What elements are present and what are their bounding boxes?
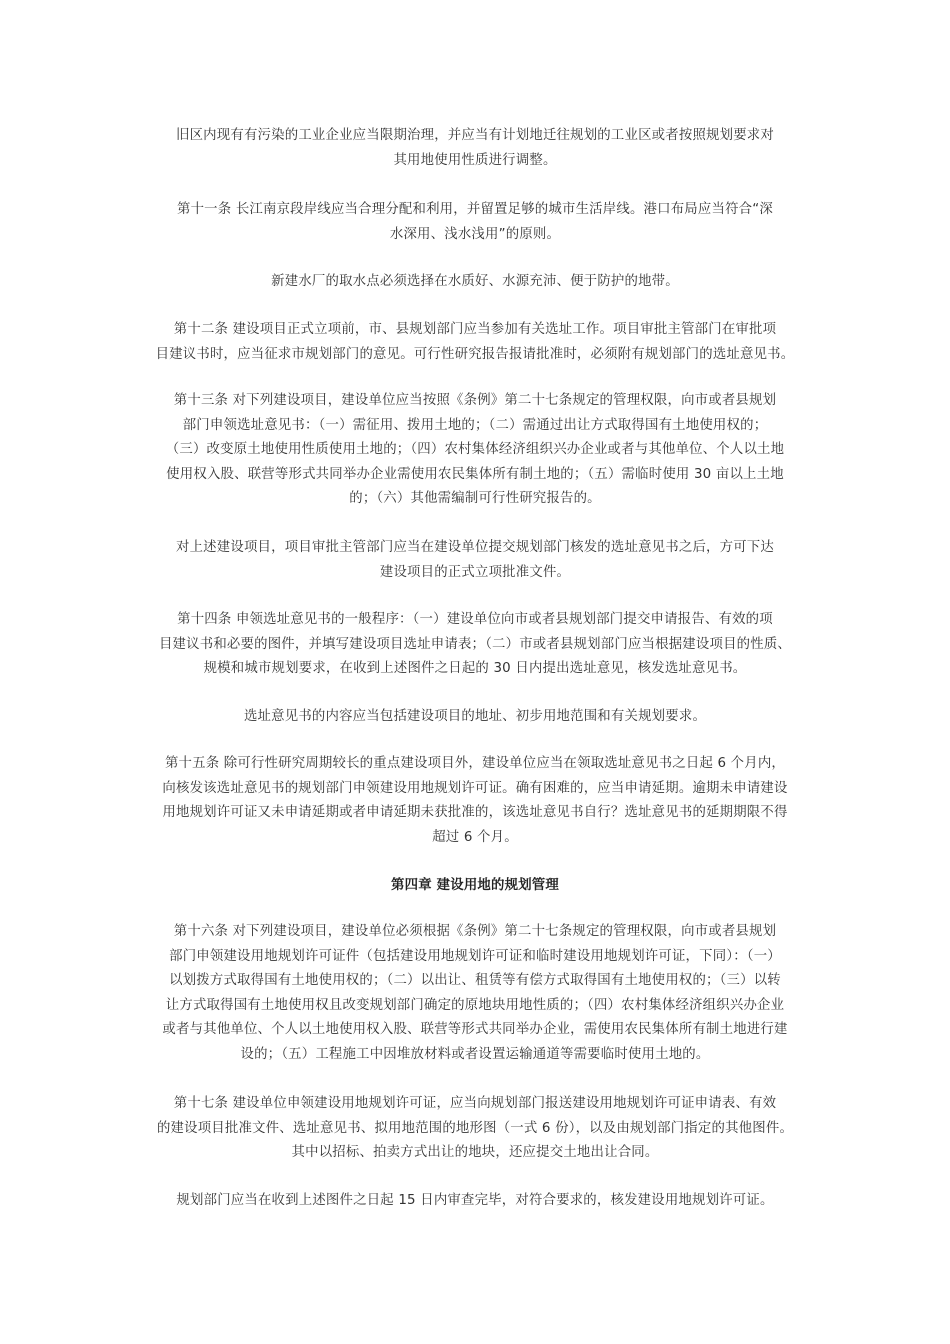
text-line: 新建水厂的取水点必须选择在水质好、水源充沛、便于防护的地带。 bbox=[271, 274, 679, 289]
text-line: 部门申领选址意见书：（一）需征用、拨用土地的；（二）需通过出让方式取得国有土地使用权的； bbox=[182, 417, 768, 433]
text-line: 第十三条 对下列建设项目，建设单位应当按照《条例》第二十七条规定的管理权限，向市或者县规划 bbox=[173, 393, 777, 408]
text-line: 第十四条 申领选址意见书的一般程序：（一）建设单位向市或者县规划部门提交申请报告、有效的项 bbox=[177, 612, 773, 627]
paragraph-review-period bbox=[140, 1189, 810, 1214]
text-line: 的；（六）其他需编制可行性研究报告的。 bbox=[349, 491, 601, 506]
chapter-title: 第四章 建设用地的规划管理 bbox=[391, 878, 559, 893]
text-line: 水深用、浅水浅用”的原则。 bbox=[389, 226, 561, 242]
text-line: （三）改变原土地使用性质使用土地的；（四）农村集体经济组织兴办企业或者与其他单位、个人以土地 bbox=[165, 442, 785, 457]
text-line: 第十二条 建设项目正式立项前，市、县规划部门应当参加有关选址工作。项目审批主管部门在审批项 bbox=[173, 322, 777, 337]
paragraph-article-15 bbox=[140, 752, 810, 850]
text-line: 的建设项目批准文件、选址意见书、拟用地范围的地形图（一式 6 份），以及由规划部门指定的其他图件。 bbox=[156, 1120, 794, 1136]
text-line: 向核发该选址意见书的规划部门申领建设用地规划许可证。确有困难的，应当申请延期。逾期未申请建设 bbox=[162, 780, 788, 796]
text-line: 第十七条 建设单位申领建设用地规划许可证，应当向规划部门报送建设用地规划许可证申请表、有效 bbox=[173, 1096, 777, 1111]
text-line: 规划部门应当在收到上述图件之日起 15 日内审查完毕，对符合要求的，核发建设用地规划许可证。 bbox=[176, 1193, 774, 1208]
text-line: 对上述建设项目，项目审批主管部门应当在建设单位提交规划部门核发的选址意见书之后，方可下达 bbox=[176, 540, 774, 555]
paragraph-article-16 bbox=[140, 920, 810, 1067]
paragraph-article-12 bbox=[140, 318, 810, 367]
text-line: 建设项目的正式立项批准文件。 bbox=[379, 564, 571, 580]
paragraph-article-14 bbox=[140, 608, 810, 682]
text-line: 第十五条 除可行性研究周期较长的重点建设项目外，建设单位应当在领取选址意见书之日起 6 个月内， bbox=[164, 756, 786, 771]
chapter-4-heading bbox=[140, 874, 810, 899]
text-line: 部门申领建设用地规划许可证件（包括建设用地规划许可证和临时建设用地规划许可证，下同）：（一） bbox=[169, 948, 781, 964]
text-line: 让方式取得国有土地使用权且改变规划部门确定的原地块用地性质的；（四）农村集体经济组织兴办企业 bbox=[165, 997, 785, 1013]
text-line: 旧区内现有有污染的工业企业应当限期治理，并应当有计划地迁往规划的工业区或者按照规划要求对 bbox=[176, 128, 774, 143]
text-line: 目建议书和必要的图件，并填写建设项目选址申请表；（二）市或者县规划部门应当根据建设项目的性质、 bbox=[158, 636, 792, 652]
text-line: 用地规划许可证又未申请延期或者申请延期未获批准的，该选址意见书自行？选址意见书的延期期限不得 bbox=[162, 805, 788, 820]
text-line: 选址意见书的内容应当包括建设项目的地址、初步用地范围和有关规划要求。 bbox=[243, 709, 707, 724]
paragraph-siting-content bbox=[140, 705, 810, 730]
text-line: 超过 6 个月。 bbox=[432, 829, 518, 845]
paragraph-approval-after-siting bbox=[140, 536, 810, 585]
text-line: 其用地使用性质进行调整。 bbox=[393, 152, 557, 168]
text-line: 设的；（五）工程施工中因堆放材料或者设置运输通道等需要临时使用土地的。 bbox=[240, 1046, 710, 1062]
text-line: 其中以招标、拍卖方式出让的地块，还应提交土地出让合同。 bbox=[291, 1145, 659, 1160]
paragraph-article-17 bbox=[140, 1092, 810, 1166]
text-line: 以划拨方式取得国有土地使用权的；（二）以出让、租赁等有偿方式取得国有土地使用权的；（三）以转 bbox=[169, 973, 781, 988]
text-line: 目建议书时，应当征求市规划部门的意见。可行性研究报告报请批准时，必须附有规划部门的选址意见书。 bbox=[155, 346, 795, 362]
text-line: 规模和城市规划要求，在收到上述图件之日起的 30 日内提出选址意见，核发选址意见书。 bbox=[203, 661, 747, 676]
text-line: 第十六条 对下列建设项目，建设单位必须根据《条例》第二十七条规定的管理权限，向市或者县规划 bbox=[173, 924, 777, 939]
text-line: 使用权入股、联营等形式共同举办企业需使用农民集体所有制土地的；（五）需临时使用 30 亩以上土地 bbox=[166, 466, 784, 482]
paragraph-old-district bbox=[140, 124, 810, 173]
paragraph-article-13 bbox=[140, 389, 810, 512]
text-line: 第十一条 长江南京段岸线应当合理分配和利用，并留置足够的城市生活岸线。港口布局应当符合“深 bbox=[177, 202, 773, 217]
text-line: 或者与其他单位、个人以土地使用权入股、联营等形式共同举办企业，需使用农民集体所有制土地进行建 bbox=[162, 1022, 788, 1037]
paragraph-article-11 bbox=[140, 198, 810, 247]
paragraph-water-plant bbox=[140, 270, 810, 295]
